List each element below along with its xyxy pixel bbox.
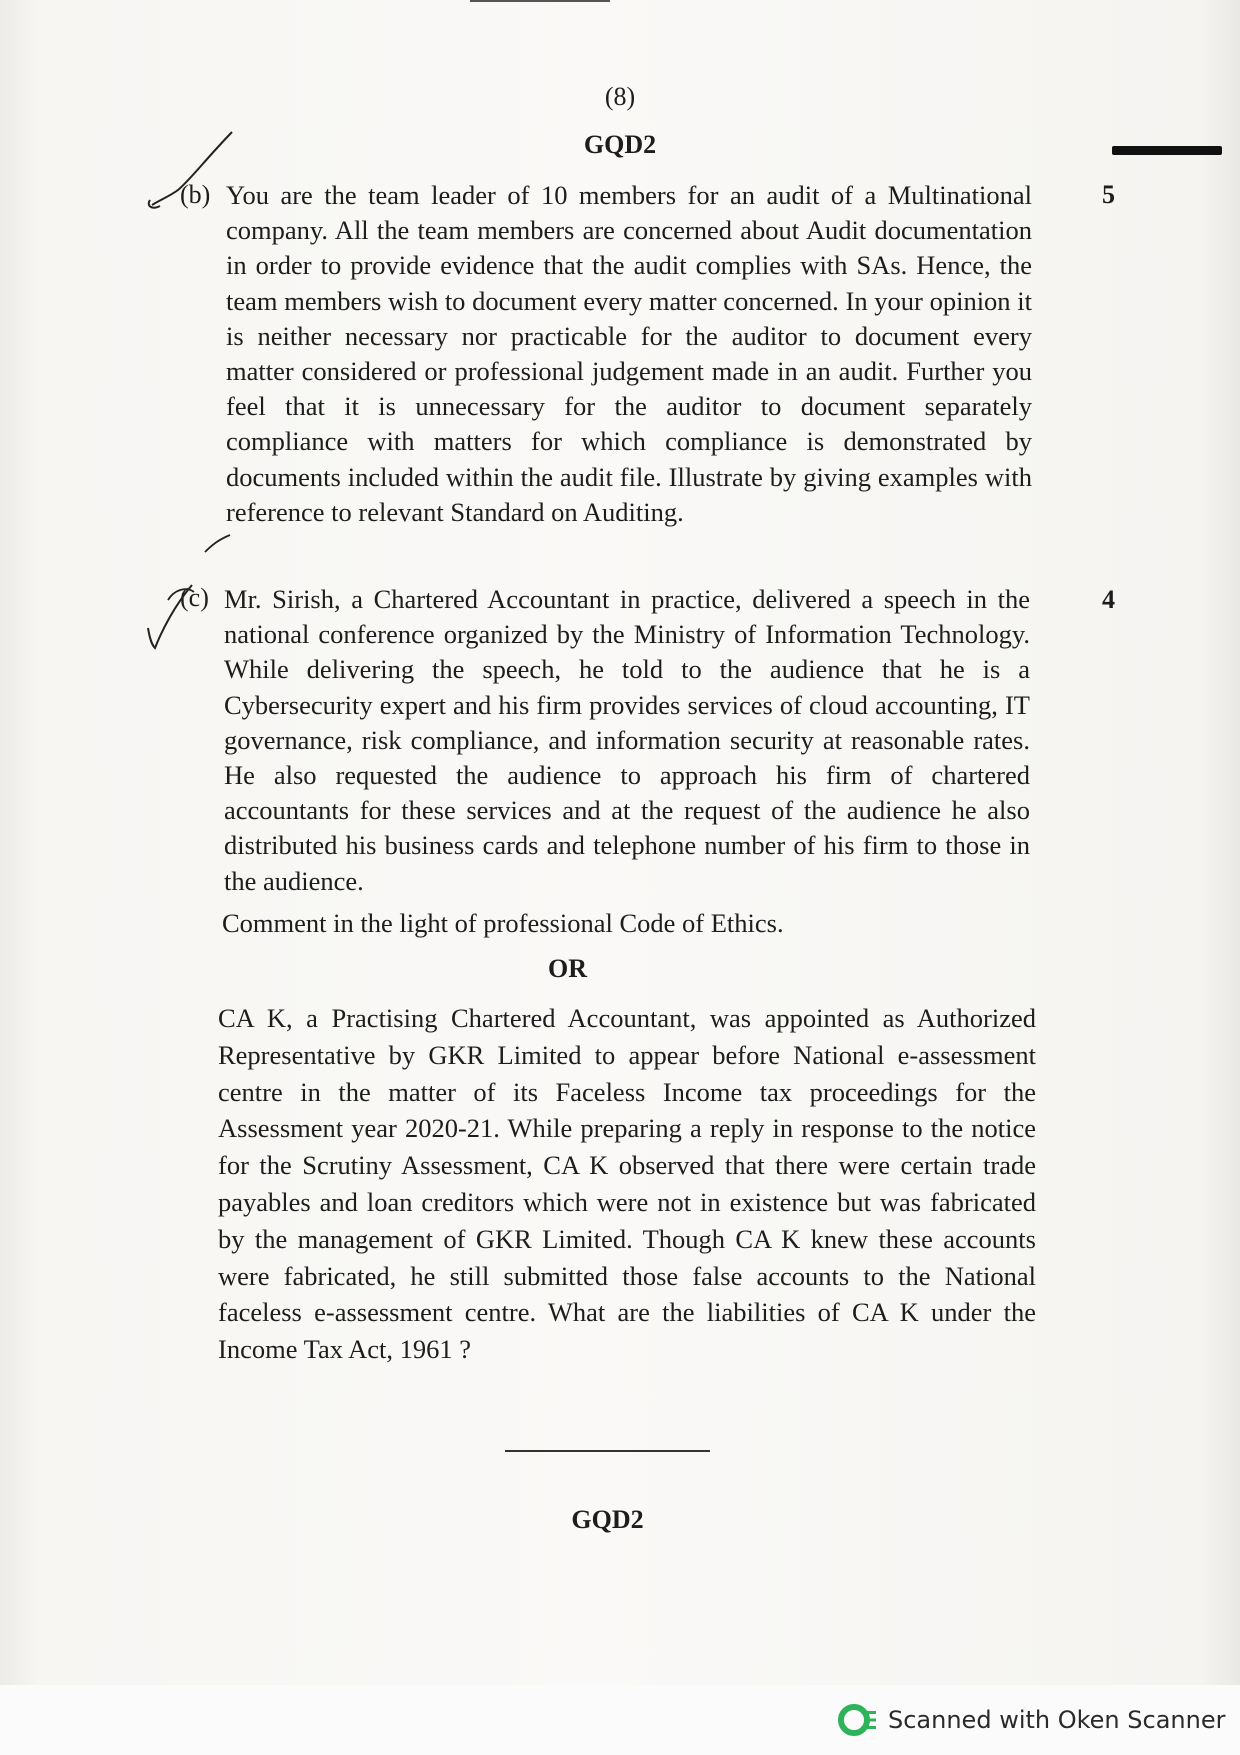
or-separator: OR (548, 954, 587, 983)
question-c (224, 582, 1030, 899)
end-rule (505, 1450, 710, 1452)
question-b-label: (b) (180, 180, 211, 209)
question-b (226, 178, 1032, 530)
alternative-question (218, 1000, 1036, 1368)
scanner-watermark (838, 1700, 1225, 1740)
question-c-label: (c) (180, 583, 209, 612)
question-c-comment: Comment in the light of professional Code of Ethics. (222, 908, 784, 938)
question-c-marks: 4 (1102, 585, 1115, 614)
scanner-text: Scanned with Oken Scanner (888, 1706, 1226, 1734)
paper-code-header: GQD2 (583, 130, 657, 159)
top-edge-mark (470, 0, 610, 2)
question-b-marks: 5 (1102, 180, 1115, 209)
question-c-text: Mr. Sirish, a Chartered Accountant in practice, delivered a speech in the national conference organized by the Ministry of Information Technology. While delivering the speech, he told to the audience that he is a Cybersecurity expert and his firm provides services of cloud accounting, IT governance, risk compliance, and information security at reasonable rates. He also requested the audience to approach his firm of chartered accountants for these services and at the request of the audience he also distributed his business cards and telephone number of his firm to those in the audience. (224, 584, 1030, 896)
page-number: (8) (604, 82, 636, 111)
question-b-text: You are the team leader of 10 members for an audit of a Multinational company. All the team members are concerned about Audit documentation in order to provide evidence that the audit complies with SAs. Hence, the team members wish to document every matter concerned. In your opinion it is neither necessary nor practicable for the auditor to document every matter considered or professional judgement made in an audit. Further you feel that it is unnecessary for the auditor to document separately compliance with matters for which compliance is demonstrated by documents included within the audit file. Illustrate by giving examples with reference to relevant Standard on Auditing. (226, 180, 1032, 527)
paper-code-footer: GQD2 (571, 1505, 644, 1534)
alternative-question-text: CA K, a Practising Chartered Accountant, was appointed as Authorized Representative by GKR Limited to appear before National e-assessment centre in the matter of its Faceless Income tax proceedings for the Assessment year 2020-21. While preparing a reply in response to the notice for the Scrutiny Assessment, CA K observed that there were certain trade payables and loan creditors which were not in existence but was fabricated by the management of GKR Limited. Though CA K knew these accounts were fabricated, he still submitted those false accounts to the National faceless e-assessment centre. What are the liabilities of CA K under the Income Tax Act, 1961 ? (218, 1003, 1036, 1365)
oken-scanner-logo-icon (838, 1703, 878, 1737)
